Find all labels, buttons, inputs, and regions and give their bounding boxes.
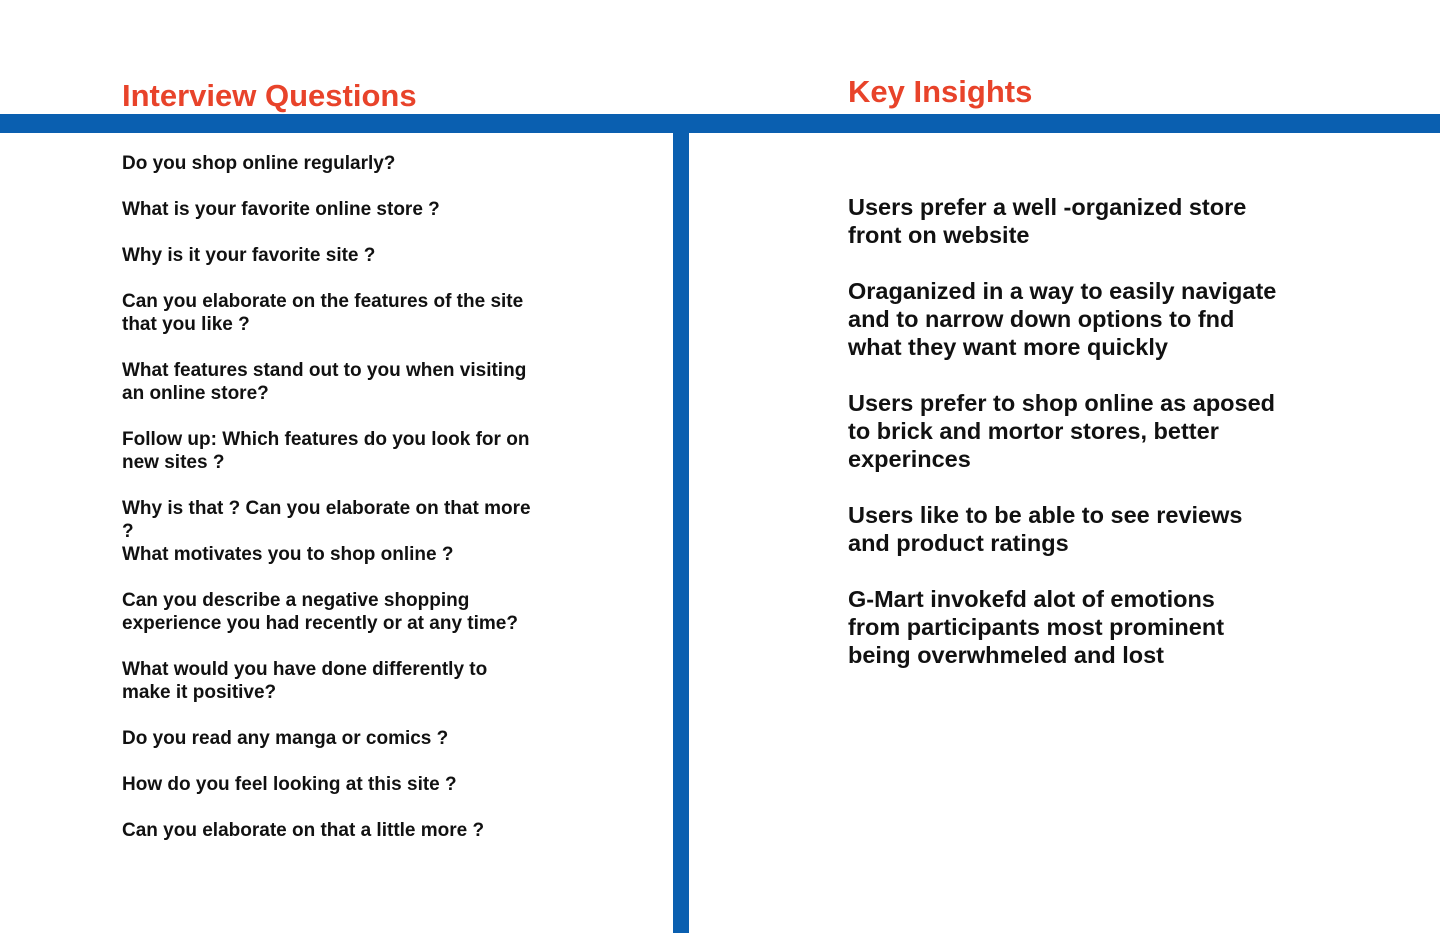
insight-item: Users prefer a well -organized store front on website: [848, 194, 1247, 248]
question-item: Why is that ? Can you elaborate on that more ?: [122, 498, 531, 542]
question-item: What is your favorite online store ?: [122, 199, 440, 220]
question-item: Do you shop online regularly?: [122, 153, 396, 174]
question-item: Do you read any manga or comics ?: [122, 728, 449, 749]
question-item: Follow up: Which features do you look for on new sites ?: [122, 429, 530, 473]
question-item: Can you elaborate on the features of the site that you like ?: [122, 291, 524, 335]
question-item: Can you describe a negative shopping experience you had recently or at any time?: [122, 590, 518, 634]
question-item: Why is it your favorite site ?: [122, 245, 376, 266]
key-insights-list: [848, 193, 1278, 697]
question-item: Can you elaborate on that a little more ?: [122, 820, 485, 841]
insight-item: Users like to be able to see reviews and product ratings: [848, 502, 1243, 556]
question-item: How do you feel looking at this site ?: [122, 774, 457, 795]
insight-item: Users prefer to shop online as aposed to brick and mortor stores, better experinces: [848, 390, 1276, 472]
interview-questions-list: [122, 152, 532, 865]
question-item: What would you have done differently to make it positive?: [122, 659, 488, 703]
insight-item: G-Mart invokefd alot of emotions from participants most prominent being overwhmeled and lost: [848, 586, 1225, 668]
key-insights-heading: Key Insights: [848, 74, 1033, 109]
question-item: What features stand out to you when visiting an online store?: [122, 360, 527, 404]
insight-item: Oraganized in a way to easily navigate and to narrow down options to fnd what they want more quickly: [848, 278, 1277, 360]
interview-questions-heading: Interview Questions: [122, 78, 417, 113]
question-item: What motivates you to shop online ?: [122, 544, 454, 565]
vertical-divider: [673, 114, 689, 933]
horizontal-divider: [0, 114, 1440, 133]
